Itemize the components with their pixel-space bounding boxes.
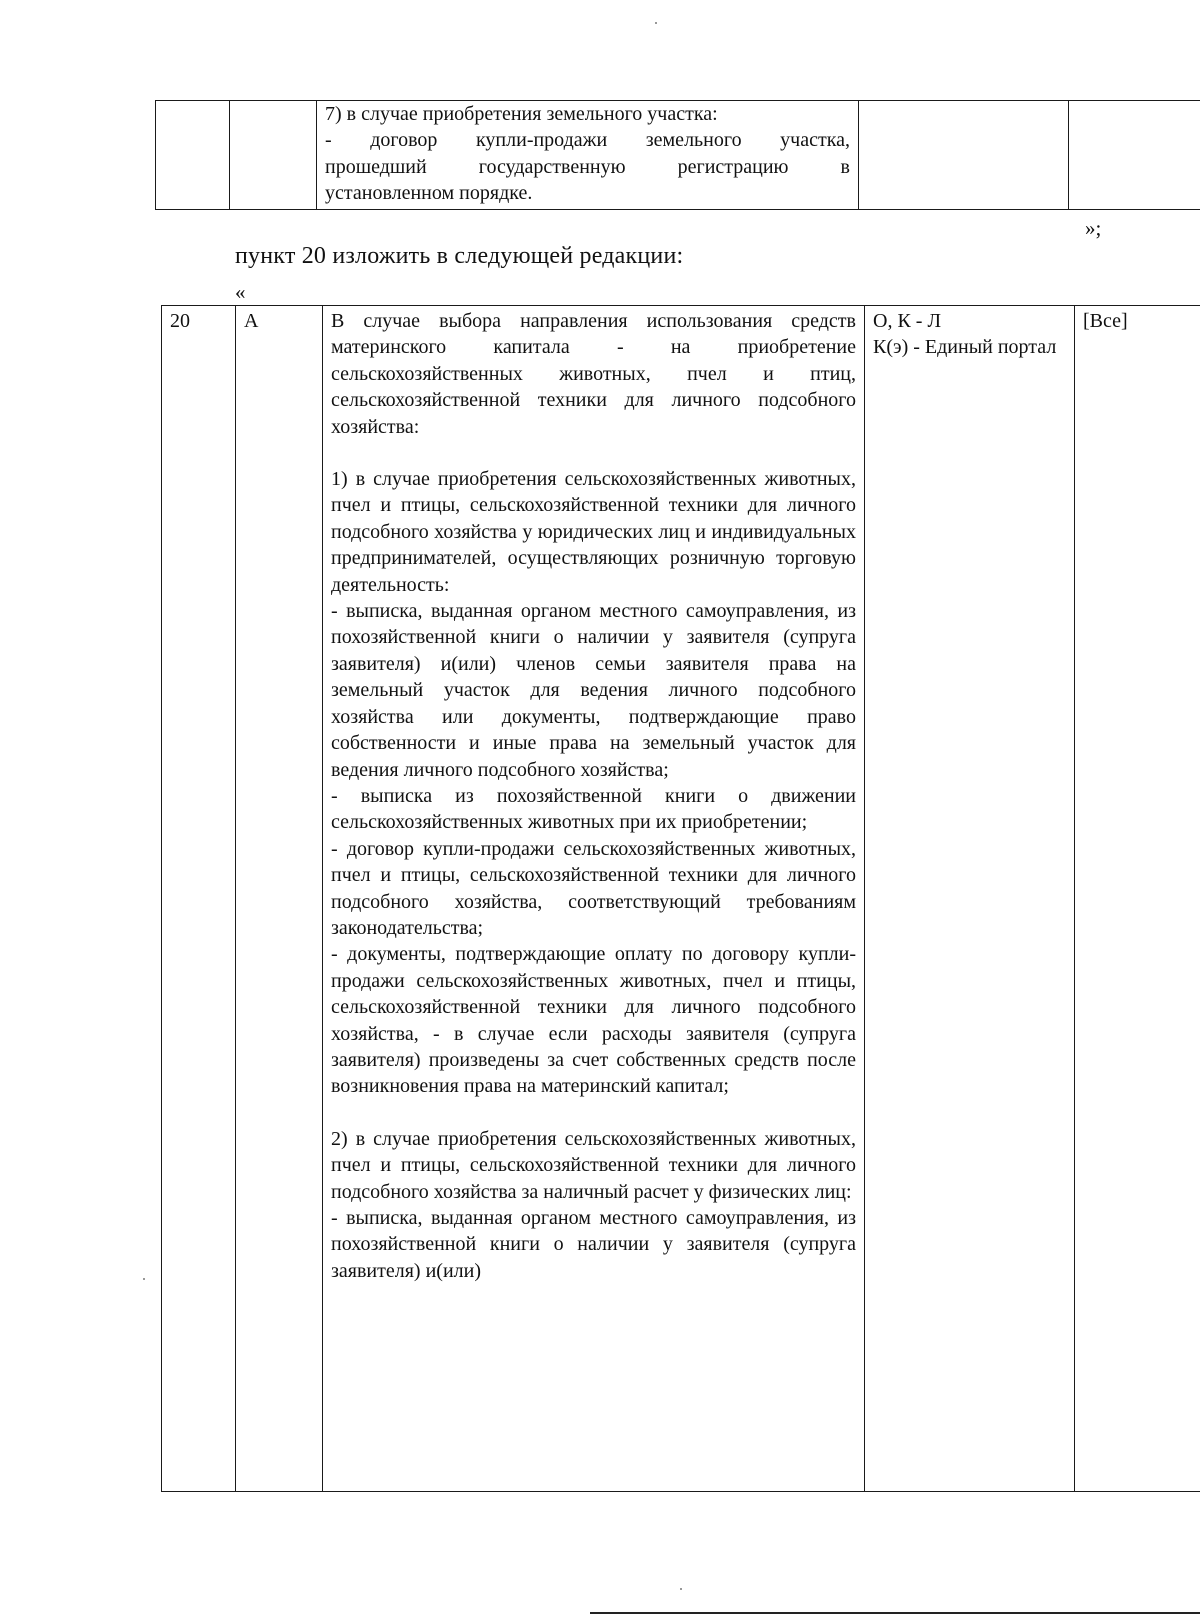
- text-line: прошедший государственную регистрацию в: [325, 155, 850, 178]
- table-fragment-top: [155, 100, 1200, 210]
- subitem-2-document: - выписка, выданная органом местного самоуправления, из похозяйственной книги о наличии у заявителя (супруга заявителя) и(или): [331, 1207, 856, 1282]
- scan-speck: [680, 1588, 682, 1590]
- scan-speck: [143, 1278, 145, 1280]
- subitem-2-heading: 2) в случае приобретения сельскохозяйственных животных, пчел и птицы, сельскохозяйственной техники для личного подсобного хозяйства за наличный расчет у физических лиц:: [331, 1127, 856, 1203]
- row-number-cell: 20: [162, 306, 236, 1492]
- amendment-instruction: пункт 20 изложить в следующей редакции:: [235, 243, 684, 269]
- closing-quote: »;: [1085, 216, 1102, 240]
- table-row: [156, 101, 1200, 210]
- subitem-1-document: - выписка, выданная органом местного самоуправления, из похозяйственной книги о наличии у заявителя (супруга заявителя) и(или) членов семьи заявителя права на земельный участок для ведения личного подсобного хозяйства или документы, подтверждающие право собственности и иные права на земельный участок для ведения личного подсобного хозяйства;: [331, 600, 856, 781]
- submission-method-line: О, К - Л: [873, 310, 942, 332]
- submission-method-cell: [865, 306, 1075, 1492]
- subitem-1-document: - договор купли-продажи сельскохозяйственных животных, пчел и птицы, сельскохозяйственной техники для личного подсобного хозяйства, соответствующий требованиям законодательства;: [331, 837, 856, 939]
- text-line: установленном порядке.: [325, 182, 533, 205]
- text-line: 7) в случае приобретения земельного участка:: [325, 103, 718, 125]
- intro-paragraph: В случае выбора направления использования средств материнского капитала - на приобретение сельскохозяйственных животных, пчел и птиц, сельскохозяйственной техники для личного подсобного хозяйства:: [331, 310, 856, 438]
- table-row-20: [161, 305, 1200, 1492]
- opening-quote: «: [235, 280, 246, 304]
- spacer: [331, 440, 856, 466]
- table-row: [162, 306, 1200, 1492]
- submission-method-line: К(э) - Единый портал: [873, 336, 1057, 359]
- page-edge-rule: [590, 1612, 1200, 1614]
- text-line: - договор купли-продажи земельного участка,: [325, 129, 850, 152]
- submission-method-cell: [859, 101, 1069, 210]
- applicability-cell: [1069, 101, 1200, 210]
- row-code-cell: [230, 101, 317, 210]
- row-number-cell: [156, 101, 230, 210]
- row-code-cell: А: [236, 306, 323, 1492]
- document-requirements-cell: [317, 101, 859, 210]
- subitem-1-document: - документы, подтверждающие оплату по договору купли-продажи сельскохозяйственных животных, пчел и птицы, сельскохозяйственной техники для личного подсобного хозяйства, - в случае если расходы заявителя (супруга заявителя) произведены за счет собственных средств после возникновения права на материнский капитал;: [331, 943, 856, 1098]
- subitem-1-heading: 1) в случае приобретения сельскохозяйственных животных, пчел и птицы, сельскохозяйственной техники для личного подсобного хозяйства у юридических лиц и индивидуальных предпринимателей, осуществляющих розничную торговую деятельность:: [331, 468, 856, 596]
- document-requirements-cell: [323, 306, 865, 1492]
- applicability-cell: [Все]: [1075, 306, 1200, 1492]
- subitem-1-document: - выписка из похозяйственной книги о движении сельскохозяйственных животных при их приобретении;: [331, 784, 856, 834]
- spacer: [331, 1100, 856, 1126]
- scan-speck: [655, 22, 657, 24]
